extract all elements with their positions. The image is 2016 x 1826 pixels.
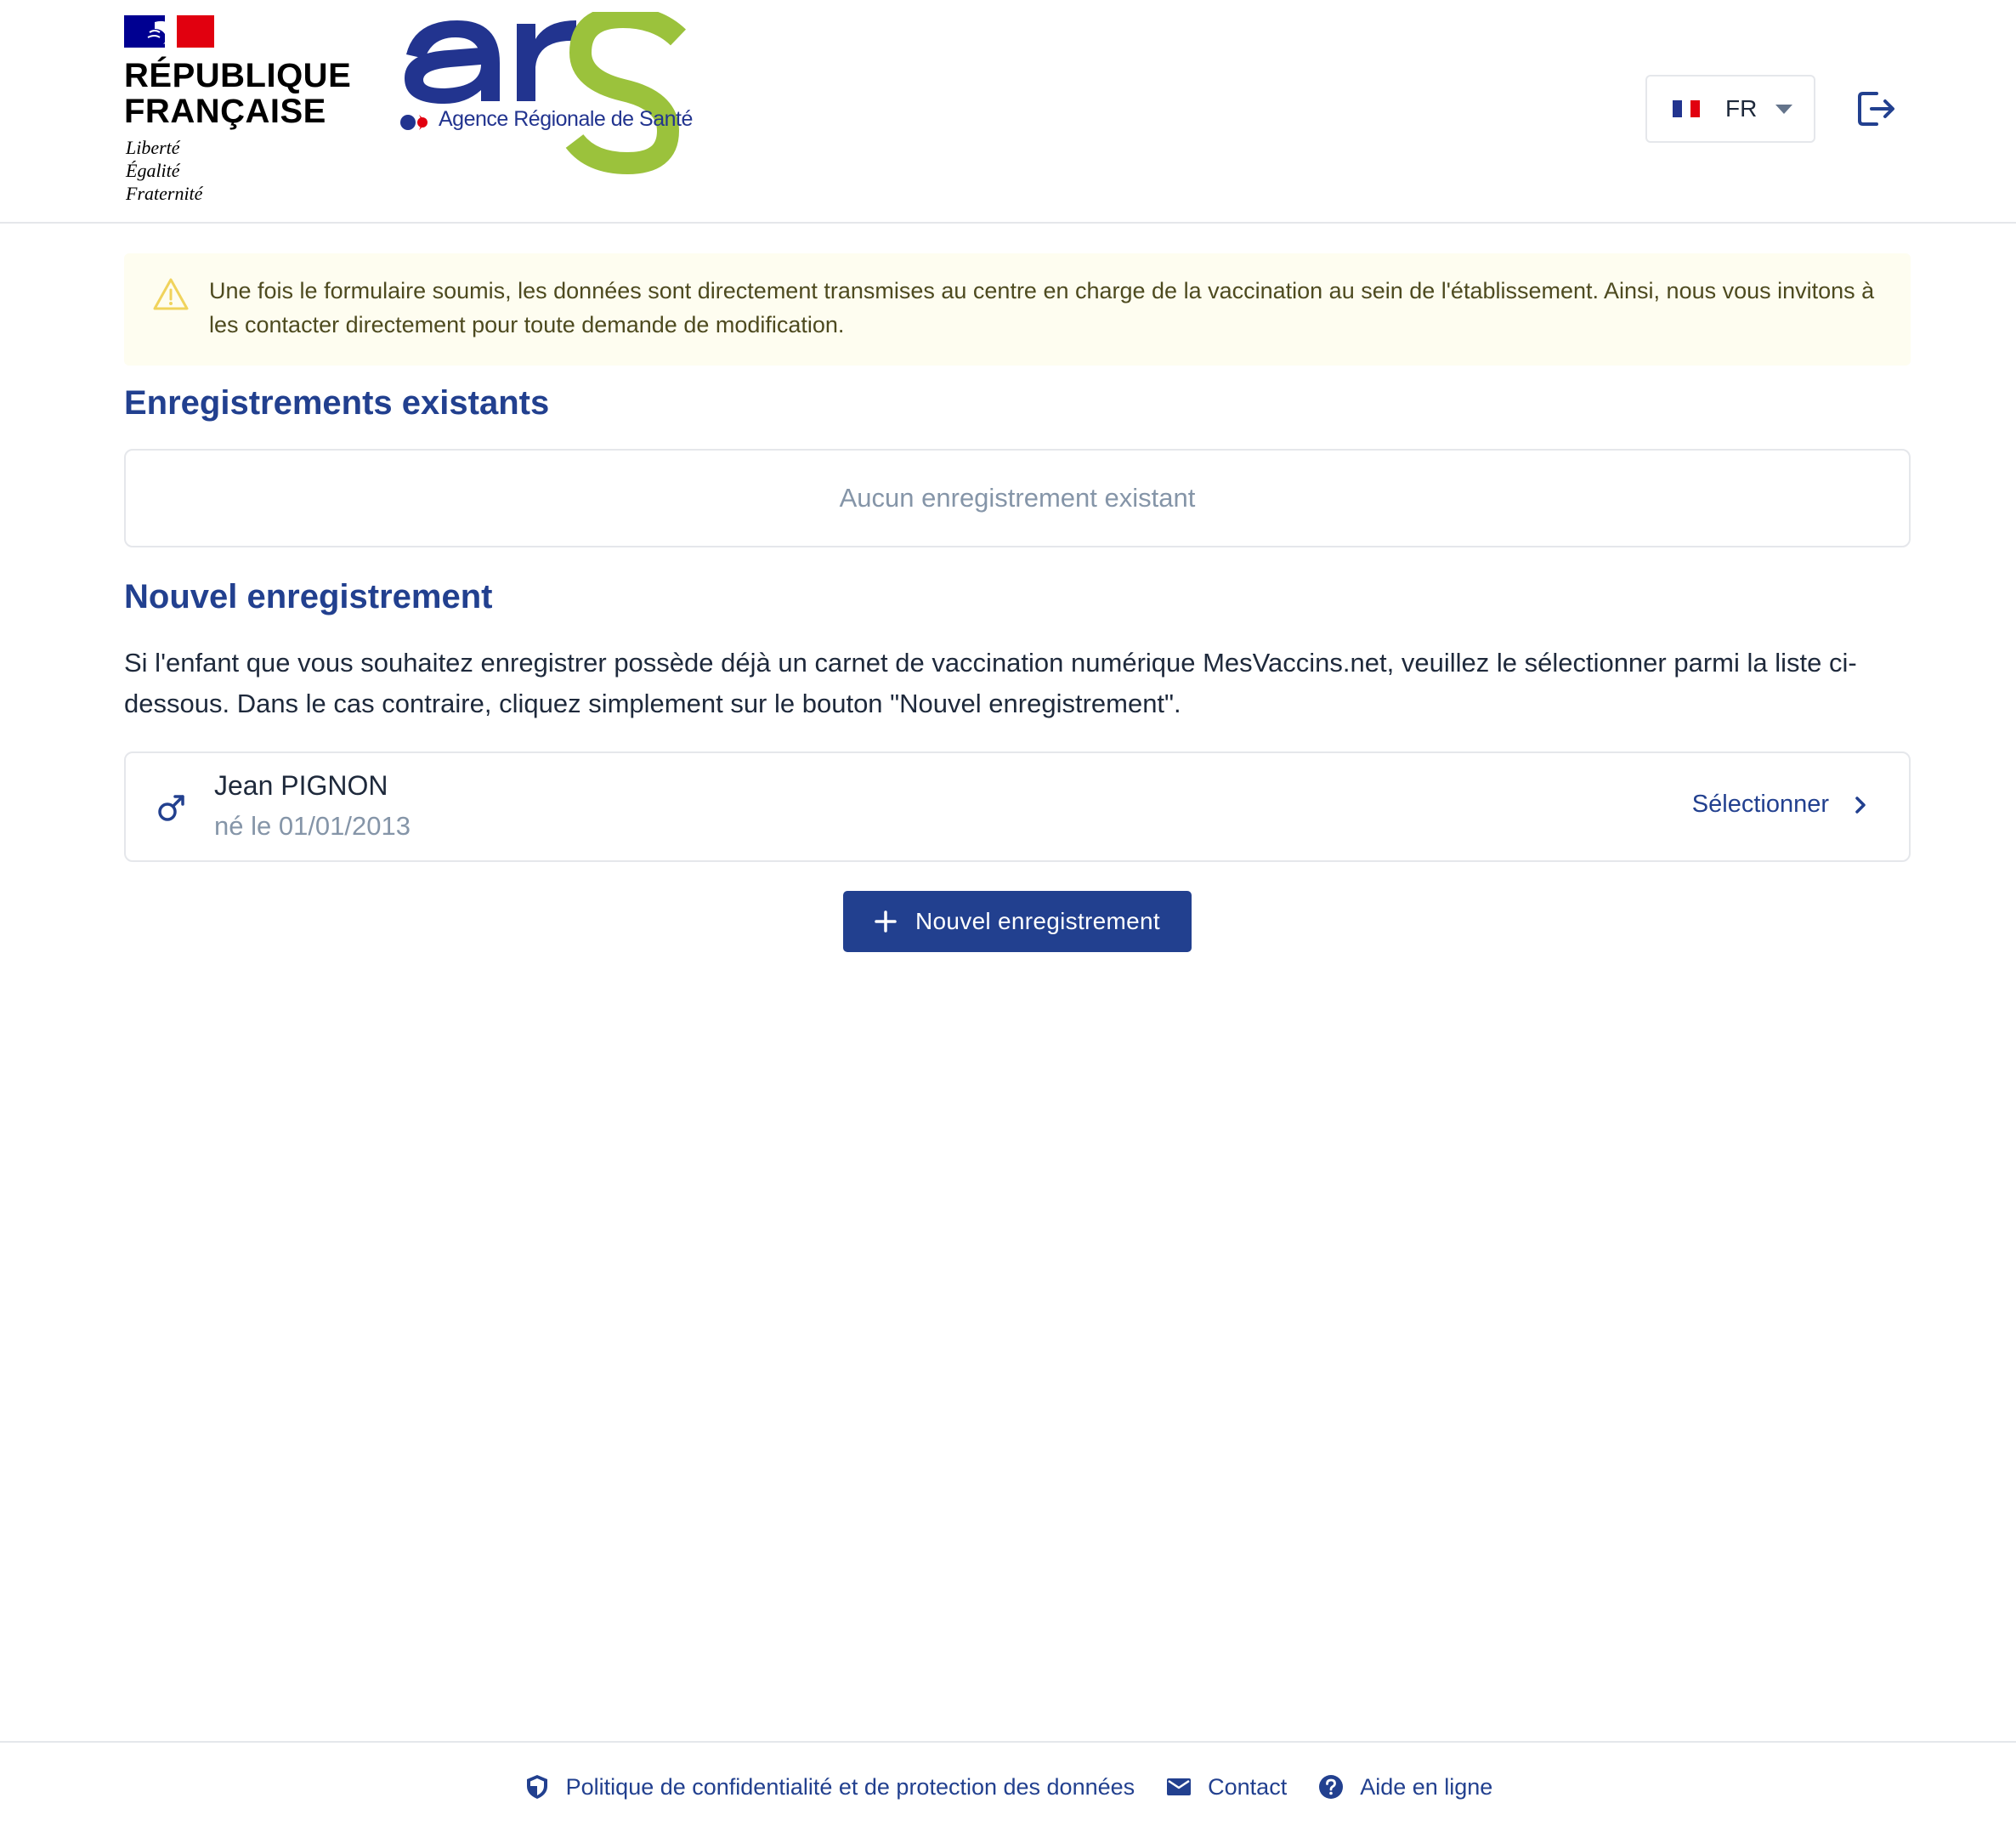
- mail-icon: [1165, 1773, 1192, 1800]
- privacy-policy-label: Politique de confidentialité et de protection des données: [565, 1773, 1135, 1800]
- republique-francaise-logo: [124, 15, 354, 207]
- select-person-button[interactable]: [1692, 791, 1870, 819]
- plus-icon: [875, 910, 897, 933]
- alert-text: Une fois le formulaire soumis, les données sont directement transmises au centre en charge de la vaccination au sein de l'établissement. Ainsi, nous vous invitons à les contacter directement pour toute demande de modification.: [209, 278, 1875, 337]
- help-link[interactable]: [1317, 1773, 1492, 1800]
- footer-links: [0, 1761, 2016, 1812]
- new-record-button-label: Nouvel enregistrement: [915, 908, 1160, 934]
- language-select[interactable]: [1645, 75, 1815, 143]
- footer: [0, 1741, 2016, 1826]
- logout-icon[interactable]: [1856, 88, 1897, 129]
- male-icon: [156, 792, 187, 823]
- new-record-title: Nouvel enregistrement: [124, 578, 493, 615]
- existing-records-list: [124, 449, 1911, 547]
- person-name: Jean PIGNON: [214, 770, 388, 801]
- warning-icon: [153, 277, 189, 311]
- new-record-description: Si l'enfant que vous souhaitez enregistrer possède déjà un carnet de vaccination numérique MesVaccins.net, veuillez le sélectionner parmi la liste ci-dessous. Dans le cas contraire, cliquez simplement sur le bouton "Nouvel enregistrement".: [124, 648, 1857, 718]
- rf-title: RÉPUBLIQUE FRANÇAISE: [124, 57, 352, 130]
- chevron-right-icon: [1851, 796, 1870, 814]
- ars-wordmark-icon: [398, 12, 695, 186]
- ars-logo: [398, 12, 695, 186]
- privacy-policy-link[interactable]: [524, 1773, 1135, 1800]
- select-label: Sélectionner: [1691, 791, 1829, 818]
- info-alert: [124, 253, 1911, 366]
- shield-icon: [524, 1773, 551, 1800]
- header: [0, 0, 2016, 224]
- contact-link[interactable]: [1165, 1773, 1287, 1800]
- contact-label: Contact: [1208, 1773, 1288, 1800]
- ars-tagline: Agence Régionale de Santé: [439, 107, 693, 131]
- language-label: FR: [1725, 95, 1758, 122]
- caret-down-icon: [1775, 105, 1792, 114]
- person-birthdate: né le 01/01/2013: [214, 811, 411, 841]
- help-icon: [1317, 1773, 1345, 1800]
- empty-state-text: Aucun enregistrement existant: [839, 483, 1196, 513]
- flag-fr-icon: [1673, 100, 1700, 117]
- new-record-button[interactable]: [843, 891, 1192, 952]
- help-label: Aide en ligne: [1360, 1773, 1493, 1800]
- rf-motto: Liberté Égalité Fraternité: [126, 137, 203, 204]
- person-card[interactable]: [124, 751, 1911, 862]
- existing-records-title: Enregistrements existants: [124, 384, 550, 422]
- marianne-flag-icon: [124, 15, 214, 48]
